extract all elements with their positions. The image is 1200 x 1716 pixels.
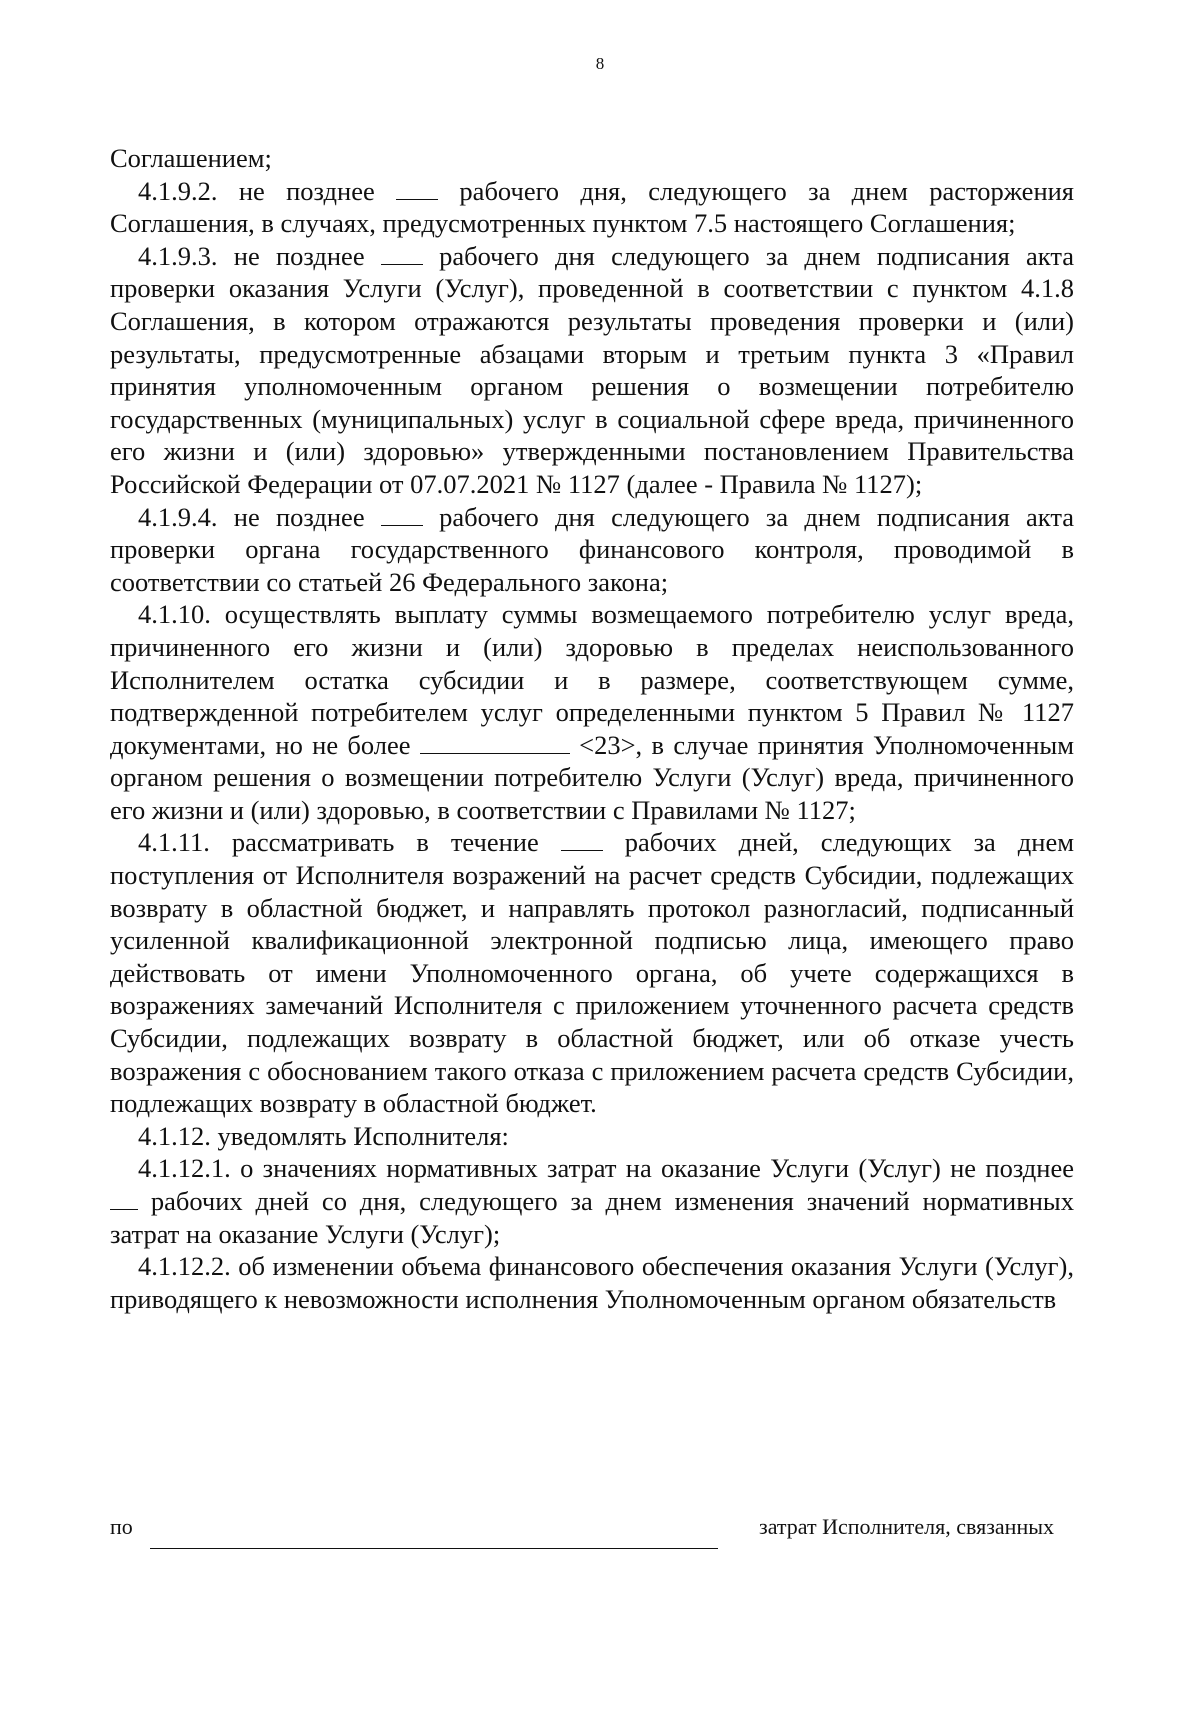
paragraph-4-1-9-4: 4.1.9.4. не позднее рабочего дня следующего за днем подписания акта проверки органа государственного финансового контроля, проводимой в соответствии со статьей 26 Федерального закона; — [110, 501, 1074, 597]
footer-fill-line — [110, 1506, 1074, 1546]
blank-field — [110, 1189, 138, 1210]
blank-field — [381, 244, 423, 265]
blank-field — [420, 733, 570, 754]
page-number: 8 — [595, 54, 605, 73]
blank-field — [561, 830, 603, 851]
footer-right-text: затрат Исполнителя, связанных — [759, 1514, 1054, 1539]
paragraph-4-1-9-3: 4.1.9.3. не позднее рабочего дня следующего за днем подписания акта проверки оказания Услуги (Услуг), проведенной в соответствии с пунктом 4.1.8 Соглашения, в котором отражаются результаты проведения проверки и (или) результаты, предусмотренные абзацами вторым и третьим пункта 3 «Правил принятия уполномоченным органом решения о возмещении потребителю государственных (муниципальных) услуг в социальной сфере вреда, причиненного его жизни и (или) здоровью» утвержденными постановлением Правительства Российской Федерации от 07.07.2021 № 1127 (далее - Правила № 1127); — [110, 240, 1074, 499]
paragraph-agreement-end: Соглашением; — [110, 143, 272, 173]
paragraph-4-1-9-2: 4.1.9.2. не позднее рабочего дня, следующего за днем расторжения Соглашения, в случаях, предусмотренных пунктом 7.5 настоящего Соглашения; — [110, 175, 1074, 239]
footer-left-text: по — [110, 1514, 133, 1539]
blank-field — [396, 179, 438, 200]
paragraph-4-1-10: 4.1.10. осуществлять выплату суммы возмещаемого потребителю услуг вреда, причиненного его жизни и (или) здоровью в пределах неиспользованного Исполнителем остатка субсидии и в размере, соответствующем сумме, подтвержденной потребителем услуг определенными пунктом 5 Правил № 1127 документами, но не более <23>, в случае принятия Уполномоченным органом решения о возмещении потребителю Услуги (Услуг) вреда, причиненного его жизни и (или) здоровью, в соответствии с Правилами № 1127; — [110, 599, 1074, 825]
document-body — [110, 142, 1074, 1315]
paragraph-4-1-11: 4.1.11. рассматривать в течение рабочих дней, следующих за днем поступления от Исполнителя возражений на расчет средств Субсидии, подлежащих возврату в областной бюджет, и направлять протокол разногласий, подписанный усиленной квалификационной электронной подписью лица, имеющего право действовать от имени Уполномоченного органа, об учете содержащихся в возражениях замечаний Исполнителя с приложением уточненного расчета средств Субсидии, подлежащих возврату в областной бюджет, или об отказе учесть возражения с обоснованием такого отказа с приложением расчета средств Субсидии, подлежащих возврату в областной бюджет. — [110, 827, 1074, 1119]
blank-field — [381, 505, 423, 526]
paragraph-4-1-12: 4.1.12. уведомлять Исполнителя: — [138, 1120, 509, 1151]
paragraph-4-1-12-2: 4.1.12.2. об изменении объема финансового обеспечения оказания Услуги (Услуг), приводящего к невозможности исполнения Уполномоченным органом обязательств — [110, 1251, 1074, 1314]
footer-blank-rule — [150, 1548, 718, 1549]
paragraph-4-1-12-1: 4.1.12.1. о значениях нормативных затрат на оказание Услуги (Услуг) не позднее рабочих дней со дня, следующего за днем изменения значений нормативных затрат на оказание Услуги (Услуг); — [110, 1153, 1074, 1249]
